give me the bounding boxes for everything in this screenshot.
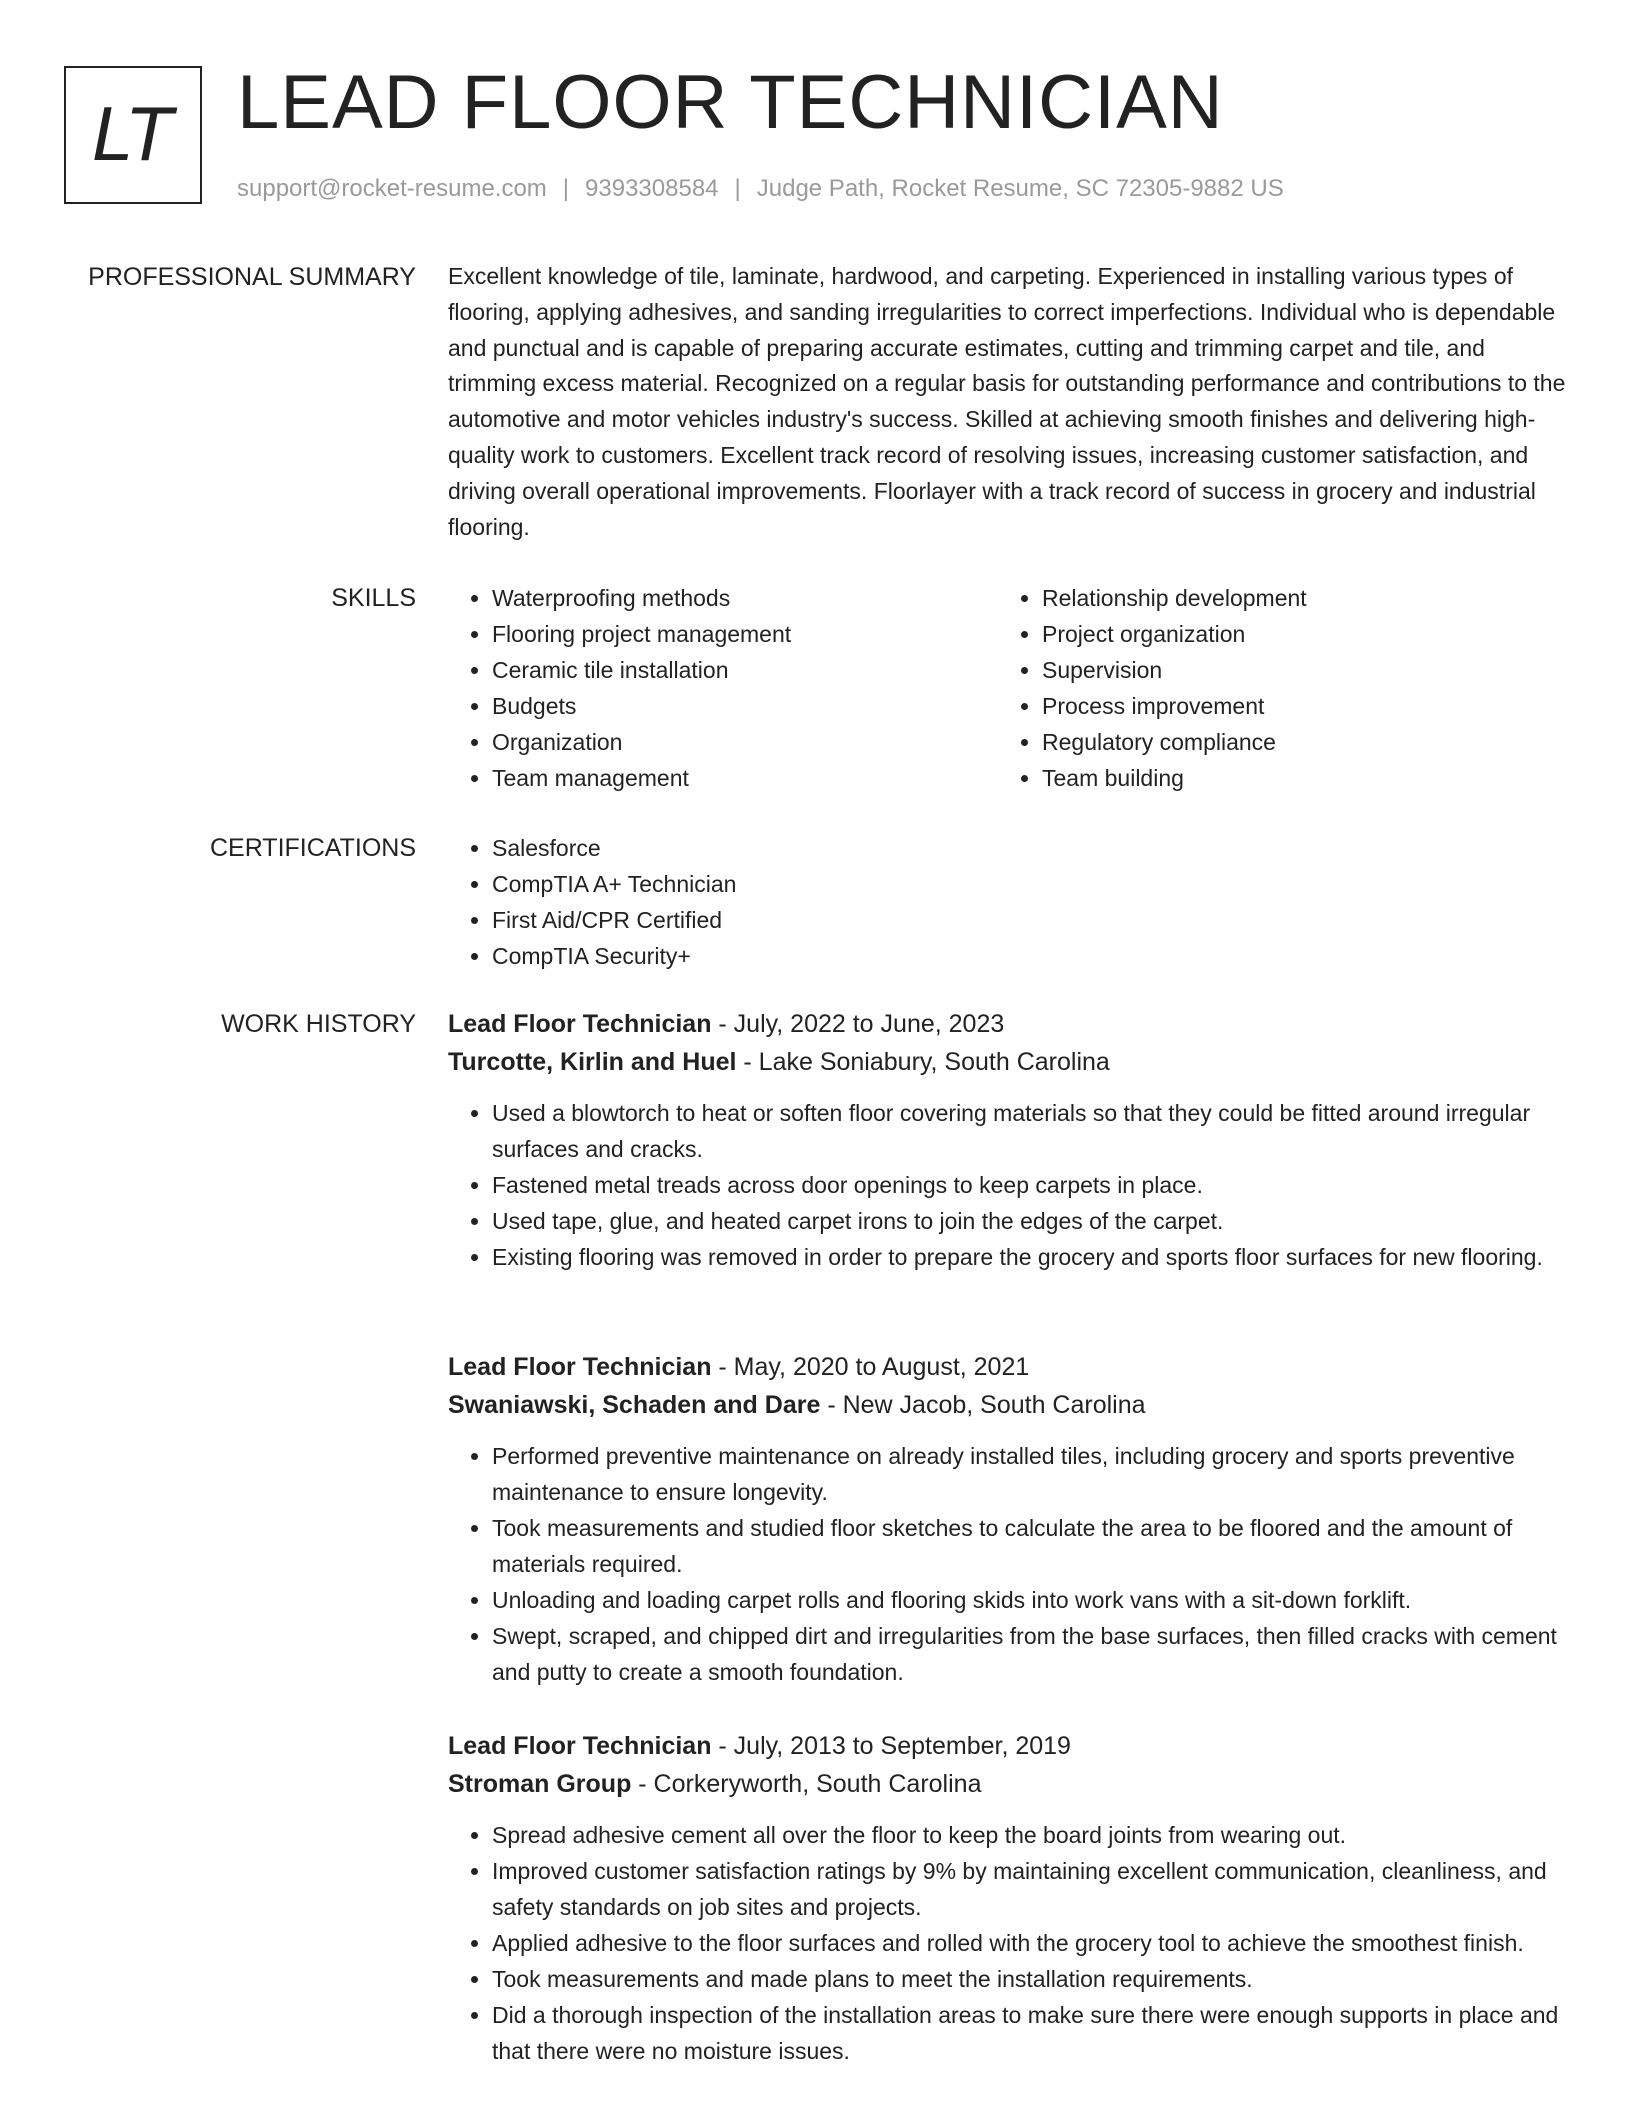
job-entry [448, 1348, 1570, 1690]
section-heading-skills: SKILLS [331, 584, 416, 612]
certifications-body [448, 830, 1570, 974]
job-bullets [448, 1095, 1570, 1275]
job-bullet: • Unloading and loading carpet rolls and flooring skids into work vans with a sit-down forklift. [492, 1582, 1570, 1618]
skill-item: • Team management [492, 760, 988, 796]
skill-item: • Ceramic tile installation [492, 652, 988, 688]
job-bullet: • Used a blowtorch to heat or soften floor covering materials so that they could be fitted around irregular surfaces and cracks. [492, 1095, 1570, 1167]
job-bullets [448, 1438, 1570, 1690]
skill-item: • Supervision [1042, 652, 1558, 688]
job-bullet: • Took measurements and studied floor sketches to calculate the area to be floored and the amount of materials required. [492, 1510, 1570, 1582]
job-bullet: • Took measurements and made plans to meet the installation requirements. [492, 1961, 1570, 1997]
job-bullet: • Performed preventive maintenance on already installed tiles, including grocery and sports preventive maintenance to ensure longevity. [492, 1438, 1570, 1510]
certification-item: • CompTIA Security+ [492, 938, 1570, 974]
skill-item: • Regulatory compliance [1042, 724, 1558, 760]
skills-column-right [998, 580, 1558, 796]
job-company: Swaniawski, Schaden and Dare [448, 1391, 821, 1419]
job-bullet: • Existing flooring was removed in order to prepare the grocery and sports floor surfaces for new flooring. [492, 1239, 1570, 1275]
job-entry [448, 1005, 1570, 1275]
certification-item: • First Aid/CPR Certified [492, 902, 1570, 938]
skills-list-left [448, 580, 988, 796]
skill-item: • Waterproofing methods [492, 580, 988, 616]
monogram-badge [64, 66, 202, 204]
job-title-line [448, 1005, 1570, 1043]
skills-list-right [998, 580, 1558, 796]
job-bullet: • Improved customer satisfaction ratings by 9% by maintaining excellent communication, cleanliness, and safety standards on job sites and projects. [492, 1853, 1570, 1925]
skill-item: • Process improvement [1042, 688, 1558, 724]
job-bullet: • Used tape, glue, and heated carpet irons to join the edges of the carpet. [492, 1203, 1570, 1239]
job-bullet: • Applied adhesive to the floor surfaces and rolled with the grocery tool to achieve the smoothest finish. [492, 1925, 1570, 1961]
contact-email[interactable]: support@rocket-resume.com [237, 175, 547, 202]
contact-separator: | [734, 175, 741, 202]
summary-text: Excellent knowledge of tile, laminate, hardwood, and carpeting. Experienced in installing various types of flooring, applying adhesives, and sanding irregularities to correct imperfections. Individual who is dependable and punctual and is capable of preparing accurate estimates, cutting and trimming carpet and tile, and trimming excess material. Recognized on a regular basis for outstanding performance and contributions to the automotive and motor vehicles industry's success. Skilled at achieving smooth finishes and delivering high-quality work to customers. Excellent track record of resolving issues, increasing customer satisfaction, and driving overall operational improvements. Floorlayer with a track record of success in grocery and industrial flooring. [448, 263, 1566, 540]
certifications-list [448, 830, 1570, 974]
job-company-line [448, 1043, 1570, 1081]
skill-item: • Organization [492, 724, 988, 760]
job-location: - Lake Soniabury, South Carolina [736, 1048, 1110, 1076]
job-bullet: • Fastened metal treads across door openings to keep carpets in place. [492, 1167, 1570, 1203]
job-dates: - July, 2013 to September, 2019 [711, 1732, 1071, 1760]
job-entry [448, 1727, 1570, 2069]
monogram-text: LT [92, 93, 174, 177]
job-title: Lead Floor Technician [448, 1732, 712, 1760]
section-heading-certifications: CERTIFICATIONS [209, 834, 416, 862]
skill-item: • Relationship development [1042, 580, 1558, 616]
summary-body [448, 259, 1570, 545]
skill-item: • Team building [1042, 760, 1558, 796]
job-dates: - May, 2020 to August, 2021 [711, 1353, 1030, 1381]
job-location: - Corkeryworth, South Carolina [631, 1770, 982, 1798]
section-heading-summary: PROFESSIONAL SUMMARY [88, 263, 416, 291]
job-title-line [448, 1727, 1570, 1765]
job-company-line [448, 1386, 1570, 1424]
job-title: Lead Floor Technician [448, 1010, 712, 1038]
job-dates: - July, 2022 to June, 2023 [711, 1010, 1005, 1038]
job-bullets [448, 1817, 1570, 2069]
job-bullet: • Swept, scraped, and chipped dirt and irregularities from the base surfaces, then filled cracks with cement and putty to create a smooth foundation. [492, 1618, 1570, 1690]
skill-item: • Project organization [1042, 616, 1558, 652]
job-bullet: • Spread adhesive cement all over the floor to keep the board joints from wearing out. [492, 1817, 1570, 1853]
job-title-line [448, 1348, 1570, 1386]
contact-separator: | [562, 175, 570, 202]
job-title: Lead Floor Technician [448, 1353, 712, 1381]
contact-address: Judge Path, Rocket Resume, SC 72305-9882 US [756, 175, 1284, 202]
job-company: Stroman Group [448, 1770, 632, 1798]
resume-name: LEAD FLOOR TECHNICIAN [237, 60, 1224, 145]
skill-item: • Flooring project management [492, 616, 988, 652]
job-location: - New Jacob, South Carolina [820, 1391, 1146, 1419]
job-bullet: • Did a thorough inspection of the installation areas to make sure there were enough supports in place and that there were no moisture issues. [492, 1997, 1570, 2069]
contact-line [237, 174, 1284, 204]
job-company: Turcotte, Kirlin and Huel [448, 1048, 737, 1076]
certification-item: • CompTIA A+ Technician [492, 866, 1570, 902]
certification-item: • Salesforce [492, 830, 1570, 866]
skill-item: • Budgets [492, 688, 988, 724]
job-company-line [448, 1765, 1570, 1803]
contact-phone[interactable]: 9393308584 [585, 175, 719, 202]
skills-column-left [448, 580, 988, 796]
section-heading-work-history: WORK HISTORY [221, 1010, 416, 1038]
